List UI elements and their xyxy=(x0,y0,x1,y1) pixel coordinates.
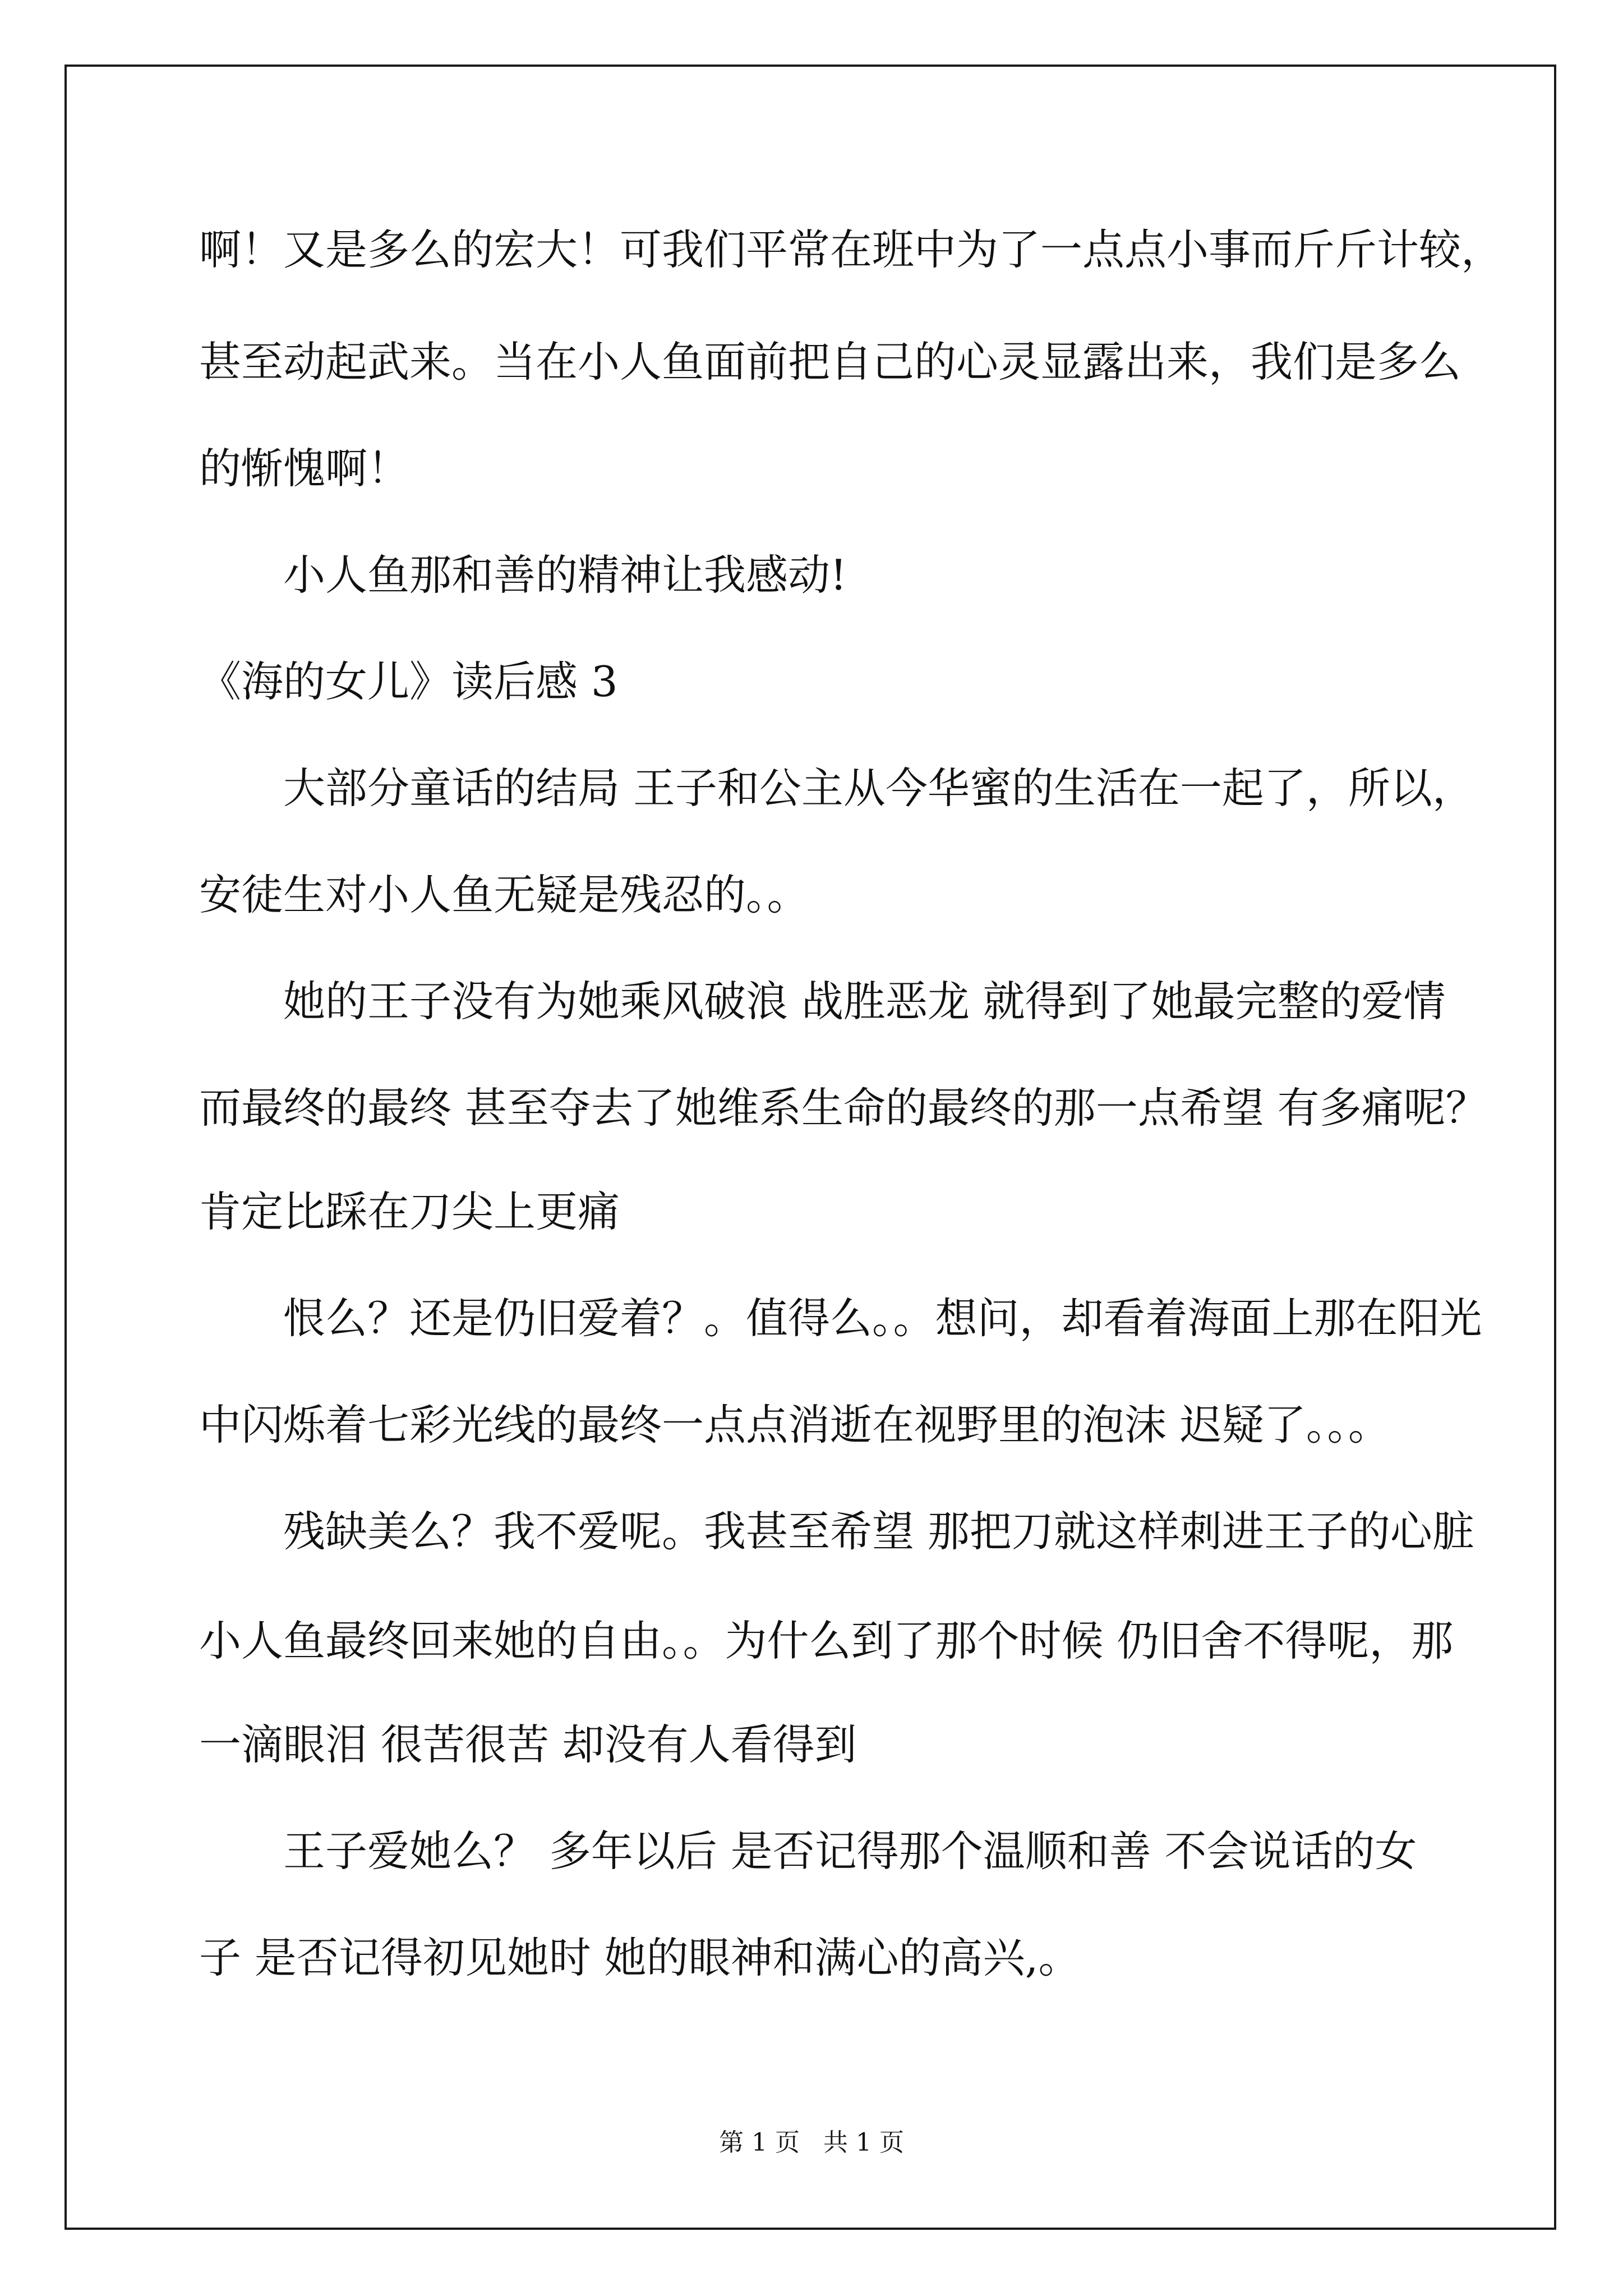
body-line: 大部分童话的结局 王子和公主从今华蜜的生活在一起了，所以， xyxy=(283,763,1474,813)
body-line: 小人鱼最终回来她的自由。。为什么到了那个时候 仍旧舍不得呢，那 xyxy=(199,1616,1454,1665)
body-line: 一滴眼泪 很苦很苦 却没有人看得到 xyxy=(199,1720,857,1769)
page-footer xyxy=(0,2126,1623,2160)
body-line: 中闪烁着七彩光线的最终一点点消逝在视野里的泡沫 迟疑了。。。 xyxy=(199,1400,1390,1450)
body-line: 安徒生对小人鱼无疑是残忍的。。 xyxy=(199,870,809,919)
body-line: 子 是否记得初见她时 她的眼神和满心的高兴,。 xyxy=(199,1933,1081,1982)
body-line: 恨么？还是仍旧爱着？。值得么。。想问，却看着海面上那在阳光 xyxy=(283,1294,1482,1343)
page-number: 第 1 页 xyxy=(719,2128,800,2157)
page-total: 共 1 页 xyxy=(823,2128,904,2157)
section-heading: 《海的女儿》读后感 3 xyxy=(199,657,618,706)
body-line: 肯定比踩在刀尖上更痛 xyxy=(199,1187,620,1236)
body-line: 的惭愧啊！ xyxy=(199,444,410,493)
body-line: 而最终的最终 甚至夺去了她维系生命的最终的那一点希望 有多痛呢？ xyxy=(199,1083,1488,1133)
body-line: 王子爱她么？ 多年以后 是否记得那个温顺和善 不会说话的女 xyxy=(283,1826,1417,1876)
body-line: 她的王子没有为她乘风破浪 战胜恶龙 就得到了她最完整的爱情 xyxy=(283,977,1446,1026)
body-line: 啊！又是多么的宏大！可我们平常在班中为了一点点小事而斤斤计较， xyxy=(199,225,1504,274)
body-line: 残缺美么？我不爱呢。我甚至希望 那把刀就这样刺进王子的心脏 xyxy=(283,1507,1474,1556)
body-line: 甚至动起武来。当在小人鱼面前把自己的心灵显露出来，我们是多么 xyxy=(199,337,1461,386)
body-line: 小人鱼那和善的精神让我感动! xyxy=(283,550,847,600)
